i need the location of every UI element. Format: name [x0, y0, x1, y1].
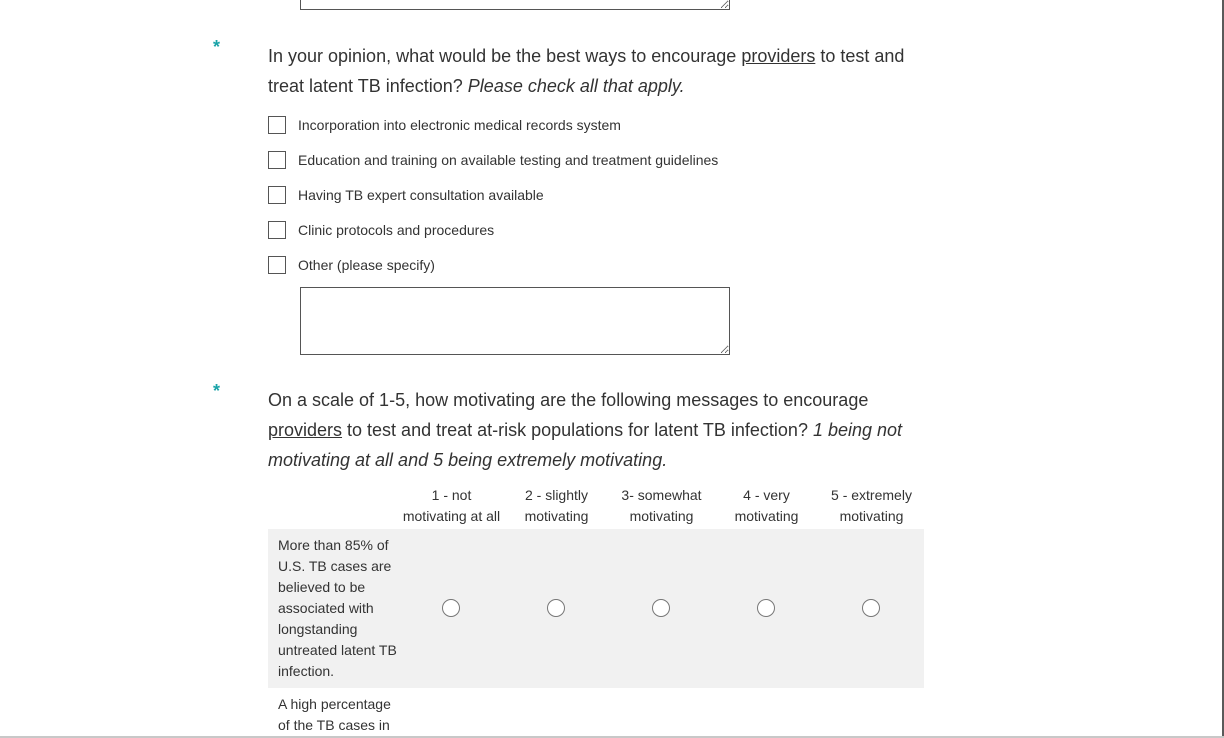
column-header-1: 1 - not motivating at all	[402, 487, 501, 524]
question-text-part: In your opinion, what would be the best ways to encourage	[268, 46, 742, 66]
question-instruction: 1 being not motivating at all and 5 being extremely motivating.	[268, 420, 903, 470]
checkbox[interactable]	[268, 186, 286, 204]
column-header-2: 2 - slightly motivating	[524, 487, 589, 524]
column-header-5: 5 - extremely motivating	[831, 487, 912, 524]
radio-very-motivating[interactable]	[757, 599, 775, 617]
option-tb-expert-consultation[interactable]	[268, 185, 544, 205]
question-text-part: to test and treat at-risk populations for latent TB infection?	[342, 420, 813, 440]
required-indicator: *	[213, 381, 221, 401]
matrix-row-label: A high percentage of the TB cases in	[278, 696, 391, 733]
option-electronic-records[interactable]	[268, 115, 621, 135]
matrix-row	[268, 529, 924, 688]
checkbox[interactable]	[268, 256, 286, 274]
option-label: Having TB expert consultation available	[298, 187, 544, 203]
question-title-encourage-providers	[268, 41, 918, 101]
previous-question-textarea[interactable]	[300, 0, 730, 10]
providers-term-link[interactable]: providers	[268, 420, 343, 440]
checkbox[interactable]	[268, 116, 286, 134]
radio-not-motivating[interactable]	[442, 599, 460, 617]
option-label: Incorporation into electronic medical records system	[298, 117, 621, 133]
option-other[interactable]	[268, 255, 435, 275]
radio-somewhat-motivating[interactable]	[652, 599, 670, 617]
column-header-3: 3- somewhat motivating	[621, 487, 702, 524]
question-instruction: Please check all that apply.	[467, 76, 685, 96]
required-indicator: *	[213, 37, 221, 57]
question-title-motivating-scale	[268, 385, 918, 475]
question-text-part: to test and treat latent TB infection?	[268, 46, 905, 96]
column-header-4: 4 - very motivating	[734, 487, 799, 524]
option-education-training[interactable]	[268, 150, 718, 170]
matrix-row-label: More than 85% of U.S. TB cases are believed to be associated with longstanding untreated latent TB infection.	[278, 537, 397, 679]
checkbox[interactable]	[268, 221, 286, 239]
option-label: Education and training on available testing and treatment guidelines	[298, 152, 719, 168]
radio-slightly-motivating[interactable]	[547, 599, 565, 617]
option-label: Other (please specify)	[298, 257, 435, 273]
providers-term-link[interactable]: providers	[741, 46, 816, 66]
checkbox[interactable]	[268, 151, 286, 169]
matrix-row	[268, 688, 924, 738]
radio-extremely-motivating[interactable]	[862, 599, 880, 617]
option-clinic-protocols[interactable]	[268, 220, 494, 240]
option-label: Clinic protocols and procedures	[298, 222, 495, 238]
other-specify-textarea[interactable]	[300, 287, 730, 355]
question-text-part: On a scale of 1-5, how motivating are the following messages to encourage	[268, 390, 869, 410]
